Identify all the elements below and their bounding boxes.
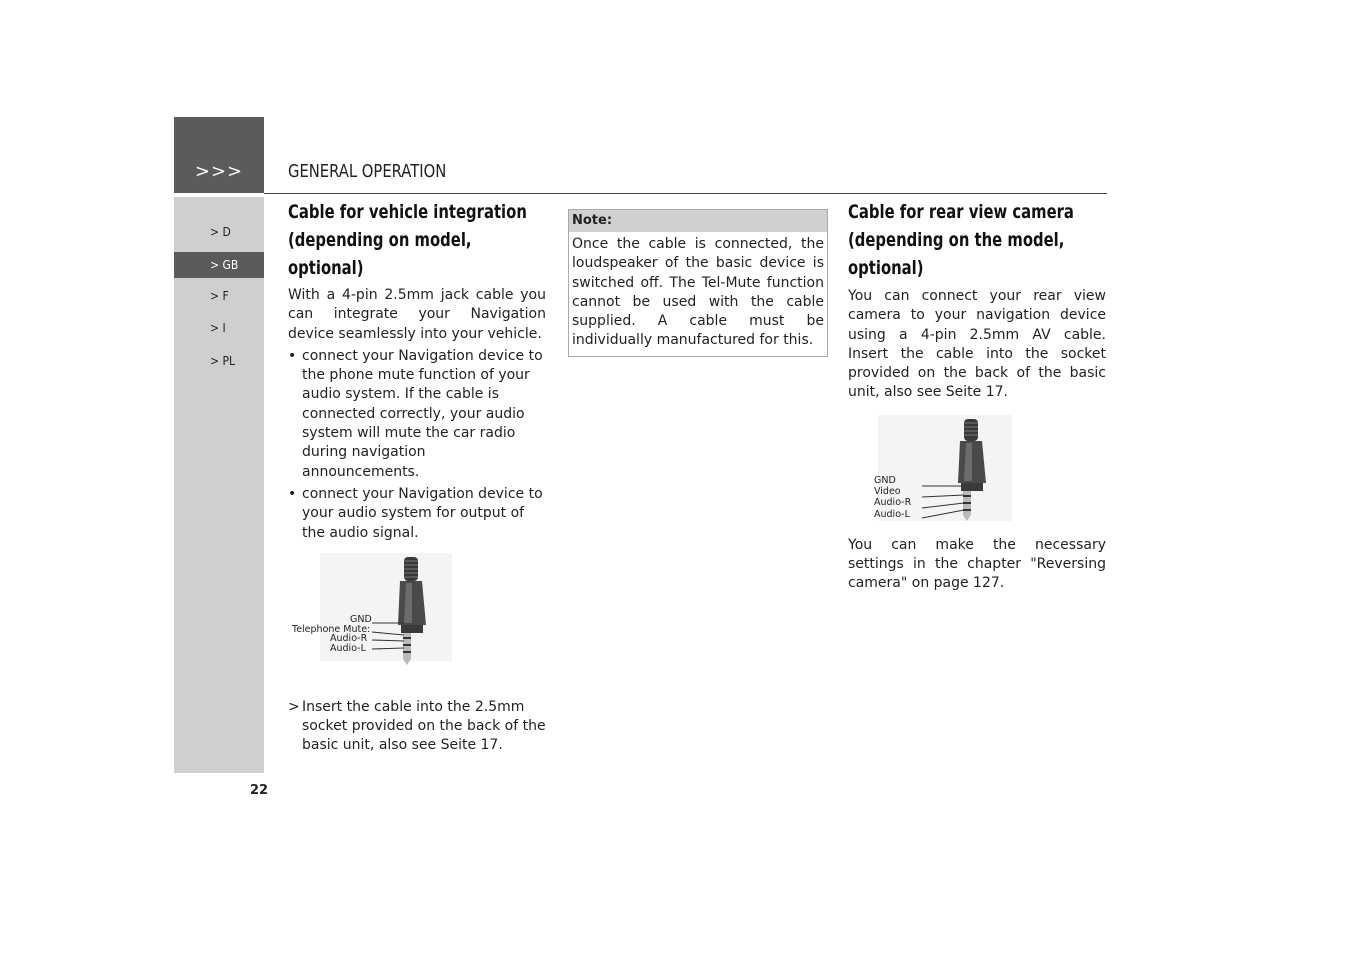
note-body: Once the cable is connected, the loudspeaker of the basic device is switched off. The Tel-Mute function cannot be used with the cable supplied. A cable must be individually manufactured for this. [572,236,824,349]
section-heading [848,198,1106,282]
heading-line: optional) [848,257,924,279]
heading-line: (depending on model, optional) [288,229,472,279]
list-item-text: connect your Navigation device to the phone mute function of your audio system. If the cable is connected correctly, your audio system will mute the car radio during navigation announcements. [302,347,543,480]
list-item-text: connect your Navigation device to your audio system for output of the audio signal. [302,485,543,541]
jack-plug-icon [288,553,546,668]
section-vehicle-integration [288,198,546,756]
bullet-icon: • [288,347,297,364]
sidebar-item-d[interactable]: > D [210,225,231,239]
outro-paragraph: You can make the necessary settings in the chapter "Reversing camera" on page 127. [848,536,1106,592]
heading-line: (depending on the model, [848,229,1065,251]
figure-label: GND [874,474,896,486]
page-title: GENERAL OPERATION [288,161,447,182]
chapter-arrows: >>> [194,161,244,182]
heading-line: Cable for rear view camera [848,201,1074,223]
figure-label: Audio-R [330,632,368,644]
note-box [568,209,828,357]
sidebar-item-i[interactable]: > I [210,321,226,335]
list-item [288,347,546,482]
section-heading [288,198,546,282]
note-title: Note: [569,210,827,232]
header-divider [264,193,1107,194]
bullet-icon: • [288,485,297,502]
page-number: 22 [250,783,269,798]
figure-label: Audio-L [874,508,910,520]
sidebar-item-pl[interactable]: > PL [210,354,235,368]
av-plug-figure [848,415,1106,527]
bullet-list [288,347,546,543]
step-text: Insert the cable into the 2.5mm socket provided on the back of the basic unit, also see Seite 17. [302,698,546,754]
figure-label: GND [350,613,372,625]
sidebar-item-f[interactable]: > F [210,289,229,303]
heading-line: Cable for vehicle integration [288,201,527,223]
instruction-step [288,698,546,756]
step-marker: > [288,698,300,715]
sidebar-item-gb[interactable]: > GB [174,252,264,278]
intro-paragraph: With a 4-pin 2.5mm jack cable you can integrate your Navigation device seamlessly into your vehicle. [288,287,546,342]
chapter-tab [174,117,264,193]
figure-label: Telephone Mute: [292,623,371,635]
note-column [568,209,828,357]
figure-label: Audio-L [330,642,366,654]
section-rear-camera [848,198,1106,594]
figure-label: Video [874,485,901,497]
intro-paragraph: You can connect your rear view camera to your navigation device using a 4-pin 2.5mm AV cable. Insert the cable into the socket provided on the back of the basic unit, also see Seite 17. [848,288,1106,401]
figure-label: Audio-R [874,496,912,508]
list-item [288,485,546,543]
jack-plug-figure [288,553,546,668]
